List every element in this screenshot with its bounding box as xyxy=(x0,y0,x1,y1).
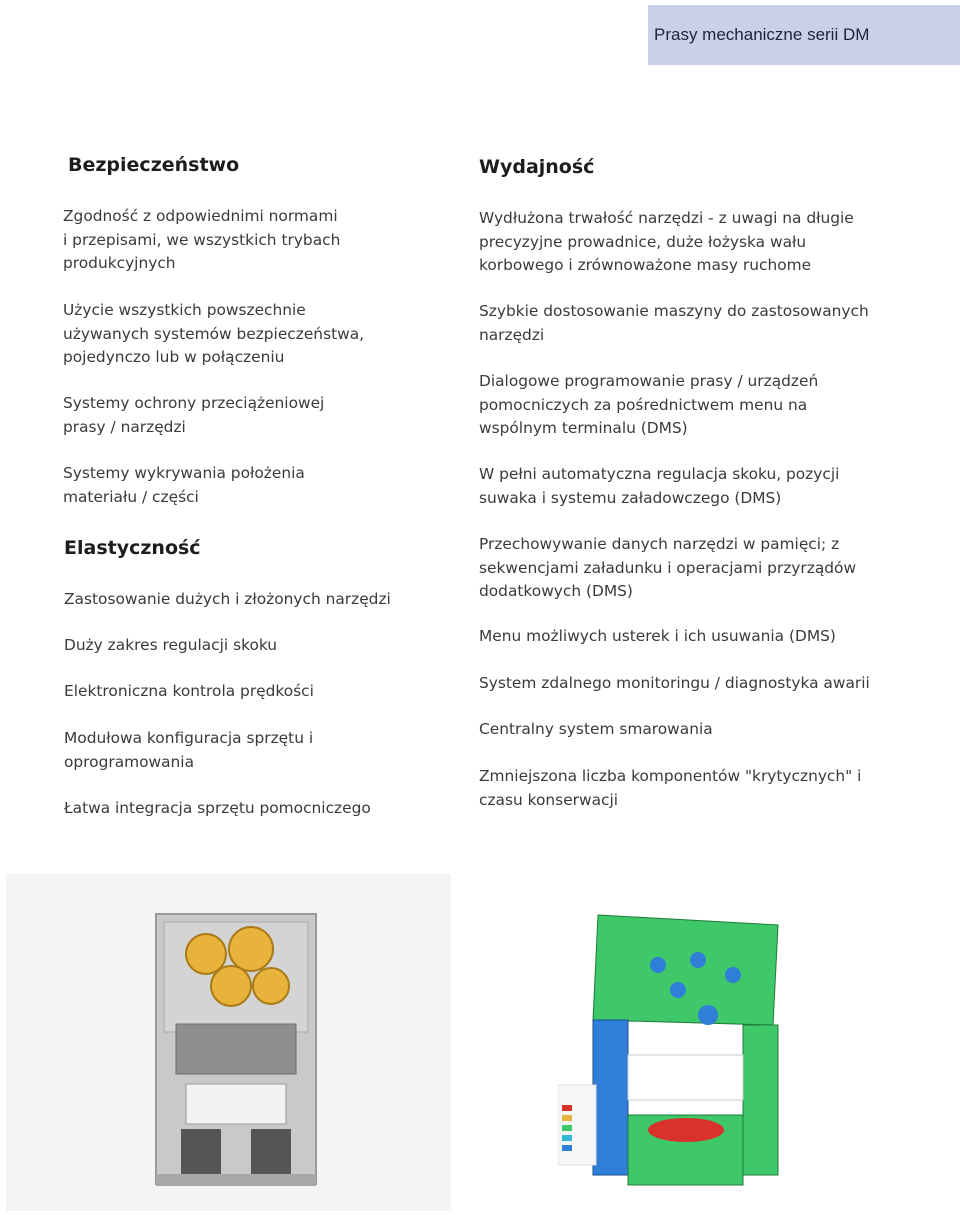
fem-illustration xyxy=(558,905,803,1205)
press-frame-image xyxy=(6,874,451,1211)
flex-item: Elektroniczna kontrola prędkości xyxy=(64,682,314,700)
safety-item: Systemy ochrony przeciążeniowej prasy / narzędzi xyxy=(63,394,325,436)
safety-item: Użycie wszystkich powszechnie używanych systemów bezpieczeństwa, pojedynczo lub w połączeniu xyxy=(63,301,365,366)
fem-analysis-image xyxy=(558,905,803,1205)
efficiency-item: Dialogowe programowanie prasy / urządzeń pomocniczych za pośrednictwem menu na wspólnym terminalu (DMS) xyxy=(479,372,819,437)
safety-item: Systemy wykrywania położenia materiału / części xyxy=(63,464,305,506)
efficiency-item: Centralny system smarowania xyxy=(479,720,713,738)
flex-item: Łatwa integracja sprzętu pomocniczego xyxy=(64,799,371,817)
efficiency-heading: Wydajność xyxy=(479,156,595,178)
safety-item: Zgodność z odpowiednimi normami i przepisami, we wszystkich trybach produkcyjnych xyxy=(63,207,341,272)
flex-item: Zastosowanie dużych i złożonych narzędzi xyxy=(64,590,391,608)
efficiency-item: Wydłużona trwałość narzędzi - z uwagi na długie precyzyjne prowadnice, duże łożyska wału korbowego i zrównoważone masy ruchome xyxy=(479,209,854,274)
efficiency-item: Szybkie dostosowanie maszyny do zastosowanych narzędzi xyxy=(479,302,869,344)
safety-heading: Bezpieczeństwo xyxy=(68,154,240,176)
flex-item: Modułowa konfiguracja sprzętu i oprogramowania xyxy=(64,729,314,771)
efficiency-item: Zmniejszona liczba komponentów "krytycznych" i czasu konserwacji xyxy=(479,767,862,809)
press-illustration xyxy=(6,874,451,1211)
header-title: Prasy mechaniczne serii DM xyxy=(648,5,960,65)
flexibility-heading: Elastyczność xyxy=(64,537,201,559)
efficiency-item: Przechowywanie danych narzędzi w pamięci; z sekwencjami załadunku i operacjami przyrządów dodatkowych (DMS) xyxy=(479,535,857,600)
efficiency-item: W pełni automatyczna regulacja skoku, pozycji suwaka i systemu załadowczego (DMS) xyxy=(479,465,840,507)
flex-item: Duży zakres regulacji skoku xyxy=(64,636,278,654)
efficiency-item: Menu możliwych usterek i ich usuwania (DMS) xyxy=(479,627,836,645)
efficiency-item: System zdalnego monitoringu / diagnostyka awarii xyxy=(479,674,870,692)
